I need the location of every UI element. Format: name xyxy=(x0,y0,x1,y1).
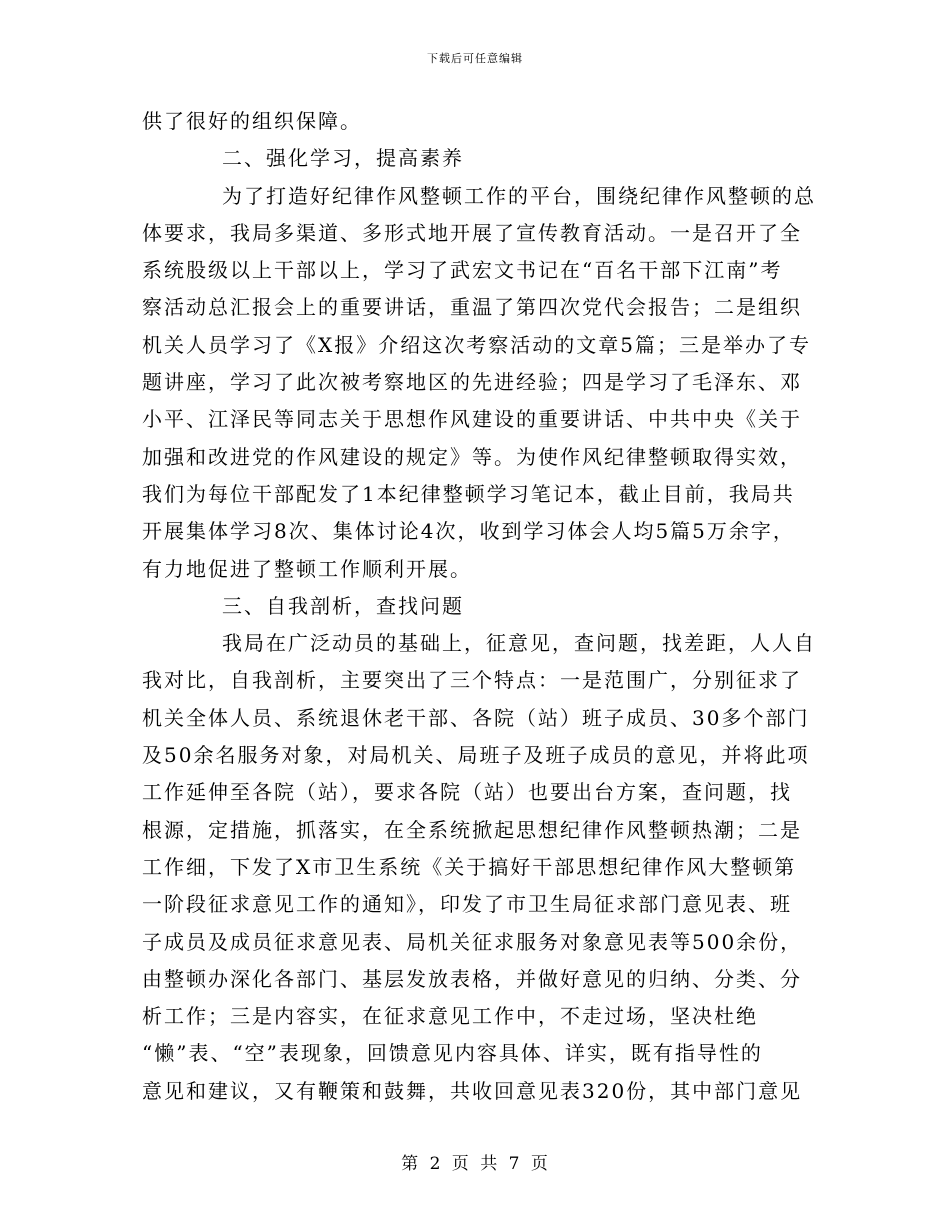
text-line: 根源，定措施，抓落实，在全系统掀起思想纪律作风整顿热潮；二是 xyxy=(142,817,802,842)
text-line: 开展集体学习8次、集体讨论4次，收到学习体会人均5篇5万余字， xyxy=(142,519,795,544)
text-line: 系统股级以上干部以上，学习了武宏文书记在“百名干部下江南”考 xyxy=(142,258,783,283)
text-line: 体要求，我局多渠道、多形式地开展了宣传教育活动。一是召开了全 xyxy=(142,220,802,245)
text-line: 工作延伸至各院（站），要求各院（站）也要出台方案，查问题，找 xyxy=(142,780,792,805)
page-number: 第 2 页 共 7 页 xyxy=(401,1154,549,1174)
text-line: 为了打造好纪律作风整顿工作的平台，围绕纪律作风整顿的总 xyxy=(222,183,816,208)
text-line: 察活动总汇报会上的重要讲话，重温了第四次党代会报告；二是组织 xyxy=(142,295,802,320)
text-line: 供了很好的组织保障。 xyxy=(142,109,362,133)
text-line: 机关人员学习了《X报》介绍这次考察活动的文章5篇；三是举办了专 xyxy=(142,332,811,357)
text-line: 工作细，下发了X市卫生系统《关于搞好干部思想纪律作风大整顿第 xyxy=(142,854,797,879)
section-heading: 三、自我剖析，查找问题 xyxy=(222,593,464,618)
text-line: 我们为每位干部配发了1本纪律整顿学习笔记本，截止目前，我局共 xyxy=(142,481,795,506)
text-line: 由整顿办深化各部门、基层发放表格，并做好意见的归纳、分类、分 xyxy=(142,966,802,991)
text-line: 有力地促进了整顿工作顺利开展。 xyxy=(142,556,472,581)
text-line: 加强和改进党的作风建设的规定》等。为使作风纪律整顿取得实效， xyxy=(142,444,802,469)
section-heading: 二、强化学习，提高素养 xyxy=(222,146,464,171)
text-line: 子成员及成员征求意见表、局机关征求服务对象意见表等500余份， xyxy=(142,929,803,954)
page-header-note: 下载后可任意编辑 xyxy=(427,52,523,65)
text-line: 小平、江泽民等同志关于思想作风建设的重要讲话、中共中央《关于 xyxy=(142,407,802,432)
text-line: 及50余名服务对象，对局机关、局班子及班子成员的意见，并将此项 xyxy=(142,743,810,768)
text-line: 意见和建议，又有鞭策和鼓舞，共收回意见表320份，其中部门意见 xyxy=(142,1078,803,1103)
document-body xyxy=(142,103,816,1110)
text-line: 我局在广泛动员的基础上，征意见，查问题，找差距，人人自 xyxy=(222,631,816,656)
text-line: 机关全体人员、系统退休老干部、各院（站）班子成员、30多个部门 xyxy=(142,705,810,730)
text-line: “懒”表、“空”表现象，回馈意见内容具体、详实，既有指导性的 xyxy=(142,1041,763,1066)
text-line: 我对比，自我剖析，主要突出了三个特点：一是范围广，分别征求了 xyxy=(142,668,802,693)
text-line: 题讲座，学习了此次被考察地区的先进经验；四是学习了毛泽东、邓 xyxy=(142,370,802,395)
text-line: 一阶段征求意见工作的通知》，印发了市卫生局征求部门意见表、班 xyxy=(142,892,792,917)
text-line: 析工作；三是内容实，在征求意见工作中，不走过场，坚决杜绝 xyxy=(142,1004,758,1029)
